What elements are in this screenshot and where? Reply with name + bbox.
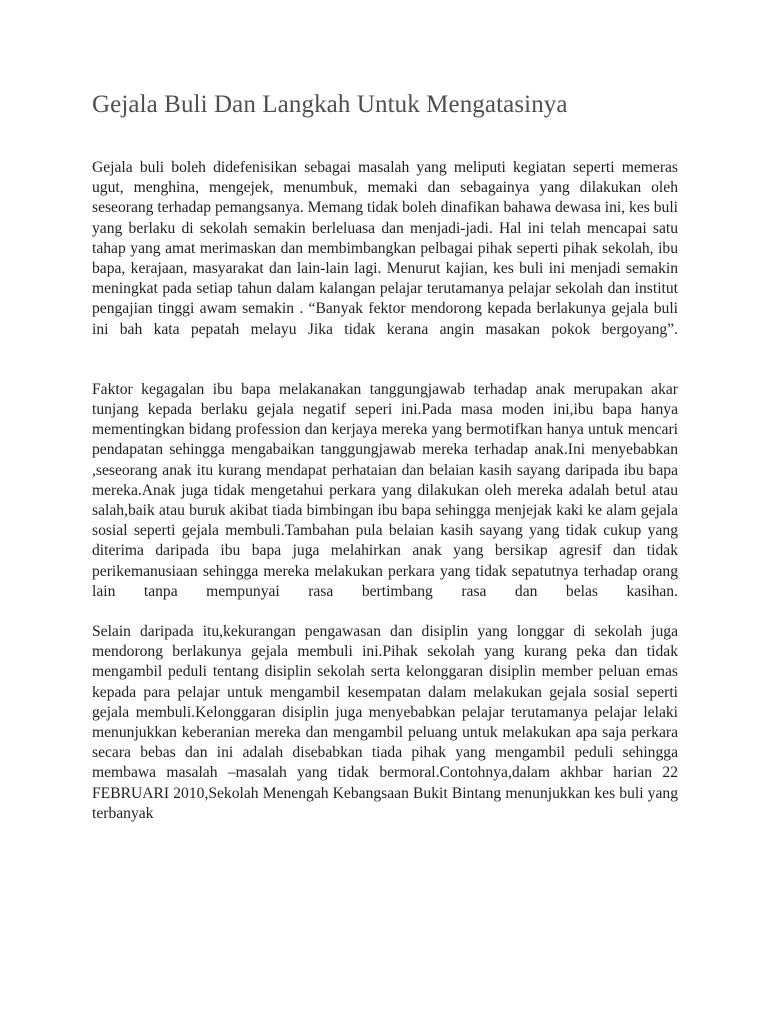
paragraph-school-discipline: Selain daripada itu,kekurangan pengawasan dan disiplin yang longgar di sekolah juga mendorong berlakunya gejala membuli ini.Pihak sekolah yang kurang peka dan tidak mengambil peduli tentang disiplin sekolah serta kelonggaran disiplin member peluan emas kepada para pelajar untuk mengambil kesempatan dalam melakukan gejala sosial seperti gejala membuli.Kelonggaran disiplin juga menyebabkan pelajar terutamanya pelajar lelaki menunjukkan keberanian mereka dan mengambil peluang untuk melakukan apa saja perkara secara bebas dan ini adalah disebabkan tiada pihak yang mengambil peduli sehingga membawa masalah –masalah yang tidak bermoral.Contohnya,dalam akhbar harian 22 FEBRUARI 2010,Sekolah Menengah Kebangsaan Bukit Bintang menunjukkan kes buli yang terbanyak [92,623,678,822]
document-title: Gejala Buli Dan Langkah Untuk Mengatasinya [92,91,568,118]
paragraph-definition: Gejala buli boleh didefenisikan sebagai masalah yang meliputi kegiatan seperti memeras ugut, menghina, mengejek, menumbuk, memaki dan sebagainya yang dilakukan oleh seseorang terhadap pemangsanya. Memang tidak boleh dinafikan bahawa dewasa ini, kes buli yang berlaku di sekolah semakin berleluasa dan menjadi-jadi. Hal ini telah mencapai satu tahap yang amat merimaskan dan membimbangkan pelbagai pihak seperti pihak sekolah, ibu bapa, kerajaan, masyarakat dan lain-lain lagi. Menurut kajian, kes buli ini menjadi semakin meningkat pada setiap tahun dalam kalangan pelajar terutamanya pelajar sekolah dan institut pengajian tinggi awam semakin . “Banyak fektor mendorong kepada berlakunya gejala buli ini bah kata pepatah melayu Jika tidak kerana angin masakan pokok bergoyang”. [92,159,678,338]
paragraph-parents-factor: Faktor kegagalan ibu bapa melakanakan tanggungjawab terhadap anak merupakan akar tunjang kepada berlaku gejala negatif seperi ini.Pada masa moden ini,ibu bapa hanya mementingkan bidang profession dan kerjaya mereka yang bermotifkan hanya untuk mencari pendapatan sehingga mengabaikan tanggungjawab mereka terhadap anak.Ini menyebabkan ,seseorang anak itu kurang mendapat perhataian dan belaian kasih sayang daripada ibu bapa mereka.Anak juga tidak mengetahui perkara yang dilakukan oleh mereka adalah betul atau salah,baik atau buruk akibat tiada bimbingan ibu bapa sehingga menjejak kaki ke alam gejala sosial seperti gejala membuli.Tambahan pula belaian kasih sayang yang tidak cukup yang diterima daripada ibu bapa juga melahirkan anak yang bersikap agresif dan tidak perikemanusiaan sehingga mereka melakukan perkara yang tidak sepatutnya terhadap orang lain tanpa mempunyai rasa bertimbang rasa dan belas kasihan. [92,380,678,600]
